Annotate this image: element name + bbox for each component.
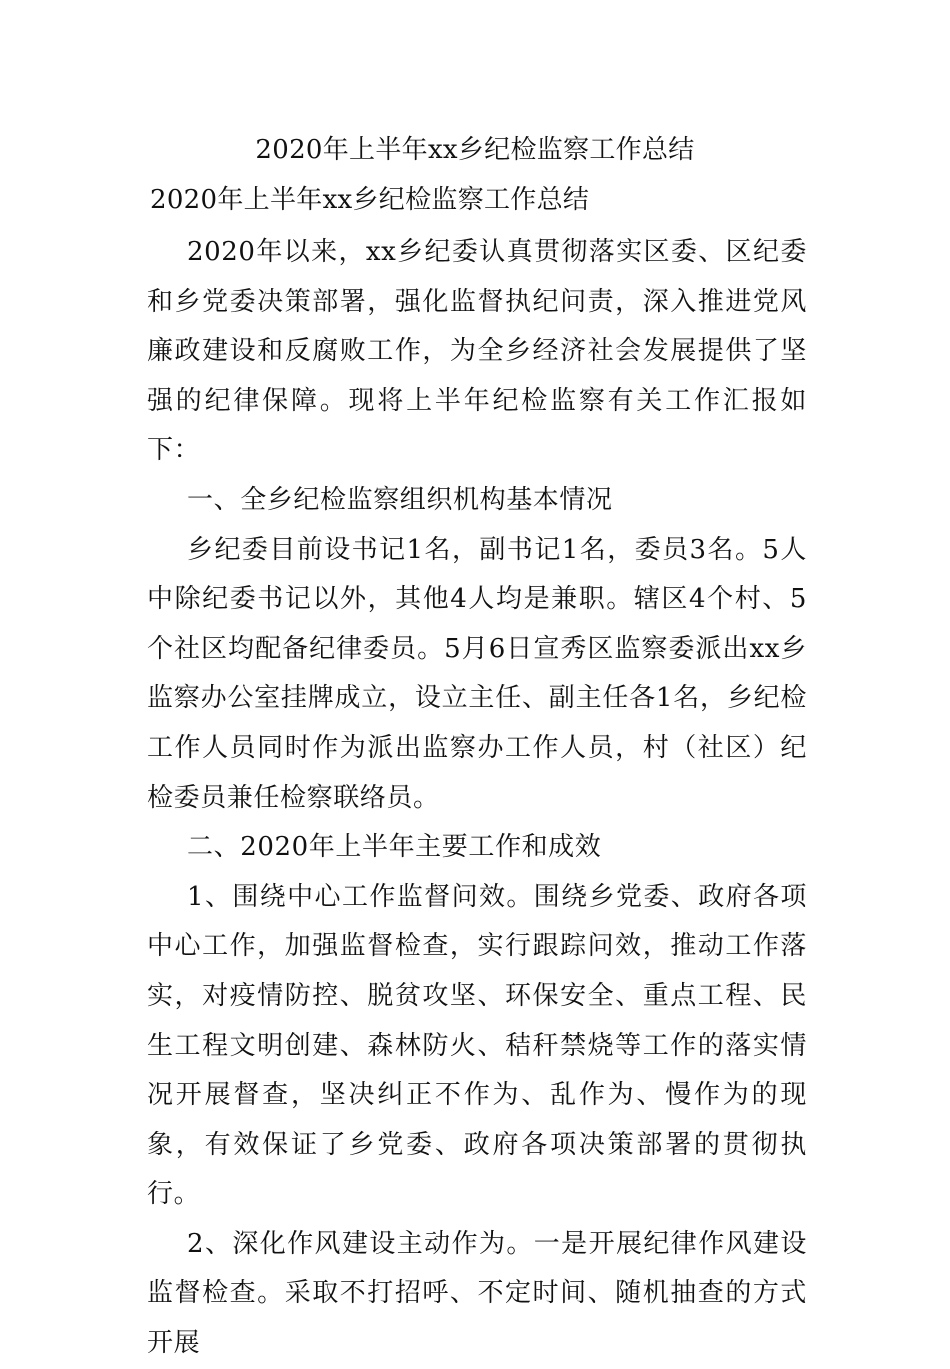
document-body: [147, 228, 807, 1369]
paragraph-item-2: 2、深化作风建设主动作为。一是开展纪律作风建设监督检查。采取不打招呼、不定时间、随机抽查的方式开展: [147, 1228, 807, 1359]
paragraph-intro: 2020年以来，xx乡纪委认真贯彻落实区委、区纪委和乡党委决策部署，强化监督执纪问责，深入推进党风廉政建设和反腐败工作，为全乡经济社会发展提供了坚强的纪律保障。现将上半年纪检监察有关工作汇报如下：: [147, 237, 807, 466]
section-heading-2: 二、2020年上半年主要工作和成效: [187, 832, 602, 863]
section-heading-1: 一、全乡纪检监察组织机构基本情况: [187, 484, 613, 515]
paragraph-organization: 乡纪委目前设书记1名，副书记1名，委员3名。5人中除纪委书记以外，其他4人均是兼职。辖区4个村、5个社区均配备纪律委员。5月6日宣秀区监察委派出xx乡监察办公室挂牌成立，设立主任、副主任各1名，乡纪检工作人员同时作为派出监察办工作人员，村（社区）纪检委员兼任检察联络员。: [147, 534, 807, 813]
document-title: 2020年上半年xx乡纪检监察工作总结: [255, 135, 695, 165]
document-subtitle: 2020年上半年xx乡纪检监察工作总结: [150, 185, 590, 215]
paragraph-item-1: 1、围绕中心工作监督问效。围绕乡党委、政府各项中心工作，加强监督检查，实行跟踪问效，推动工作落实，对疫情防控、脱贫攻坚、环保安全、重点工程、民生工程文明创建、森林防火、秸秆禁烧等工作的落实情况开展督查，坚决纠正不作为、乱作为、慢作为的现象，有效保证了乡党委、政府各项决策部署的贯彻执行。: [147, 881, 807, 1210]
